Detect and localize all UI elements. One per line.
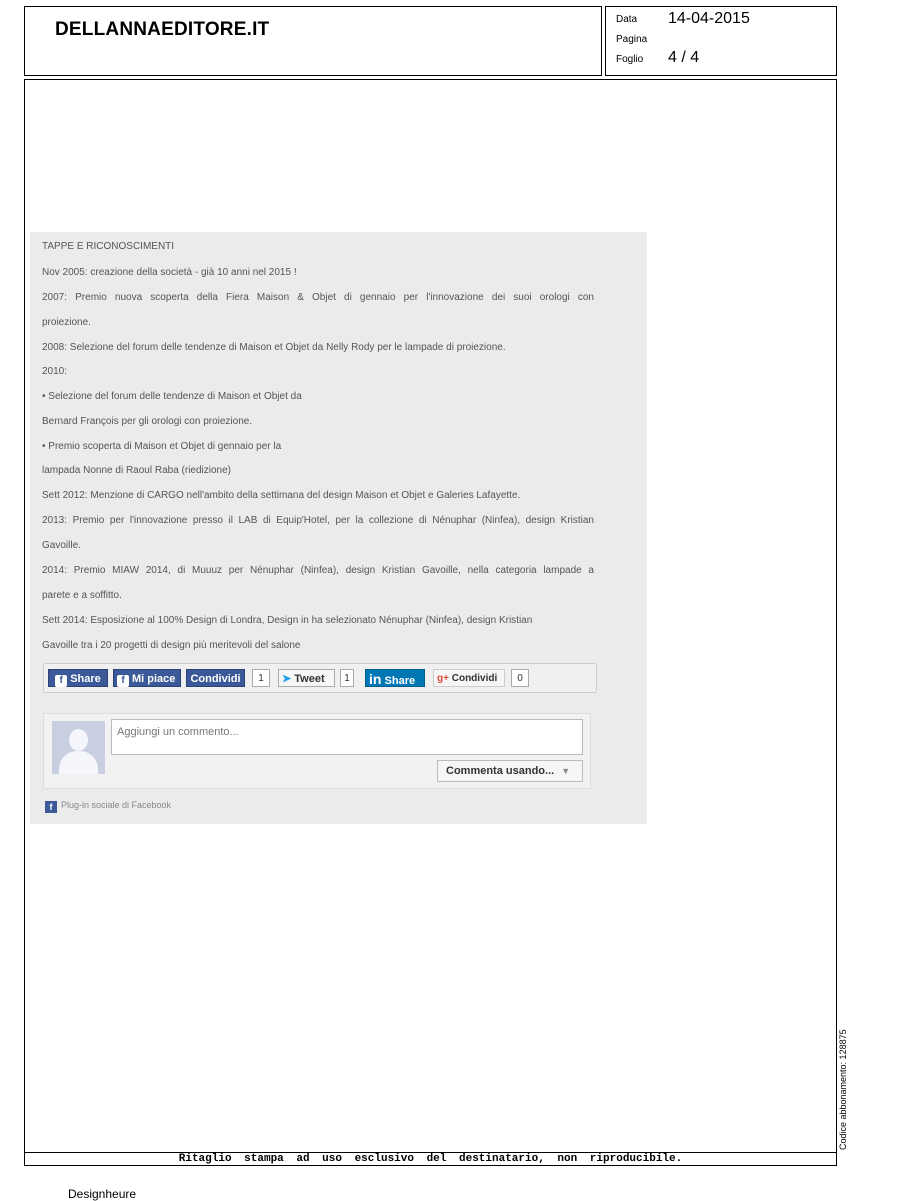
- facebook-like-button[interactable]: f Mi piace: [113, 669, 181, 687]
- subscription-code: Codice abbonamento: 128875: [838, 1029, 848, 1150]
- header-site-box: [24, 6, 602, 76]
- article-line: 2014: Premio MIAW 2014, di Muuuz per Nénuphar (Ninfea), design Kristian Gavoille, nella categoria lampade a: [42, 565, 594, 576]
- google-plus-share-button[interactable]: g+ Condividi: [433, 669, 505, 687]
- article-line: • Selezione del forum delle tendenze di Maison et Objet da: [42, 391, 302, 402]
- pagina-label: Pagina: [616, 34, 648, 45]
- article-line: parete e a soffitto.: [42, 590, 122, 601]
- footer-notice: Ritaglio stampa ad uso esclusivo del destinatario, non riproducibile.: [24, 1152, 837, 1166]
- publisher-name: Designheure: [68, 1187, 137, 1201]
- facebook-condividi-button[interactable]: Condividi: [186, 669, 245, 687]
- tweet-count: 1: [340, 669, 354, 687]
- facebook-share-button[interactable]: f Share: [48, 669, 108, 687]
- twitter-bird-icon: ➤: [282, 673, 292, 685]
- article-line: Gavoille.: [42, 540, 81, 551]
- article-clipping: [30, 232, 647, 824]
- data-value: 14-04-2015: [668, 10, 750, 27]
- data-label: Data: [616, 14, 638, 25]
- article-line: • Premio scoperta di Maison et Objet di gennaio per la: [42, 441, 282, 452]
- article-line: Sett 2014: Esposizione al 100% Design di Londra, Design in ha selezionato Nénuphar (Ninfea), design Kristian: [42, 615, 533, 626]
- tweet-button[interactable]: ➤ Tweet: [278, 669, 335, 687]
- foglio-label: Foglio: [616, 54, 644, 65]
- article-line: 2008: Selezione del forum delle tendenze di Maison et Objet da Nelly Rody per le lampade di proiezione.: [42, 342, 506, 353]
- article-title: TAPPE E RICONOSCIMENTI: [42, 241, 175, 252]
- foglio-value: 4 / 4: [668, 49, 700, 66]
- article-line: 2013: Premio per l'innovazione presso il LAB di Equip'Hotel, per la collezione di Nénuphar (Ninfea), design Kristian: [42, 515, 594, 526]
- facebook-comment-box: [43, 713, 591, 789]
- header-meta-box: [605, 6, 837, 76]
- article-line: lampada Nonne di Raoul Raba (riedizione): [42, 465, 231, 476]
- facebook-share-count: 1: [252, 669, 270, 687]
- comment-using-dropdown[interactable]: Commenta usando... ▼: [437, 760, 583, 782]
- linkedin-icon: in: [369, 671, 382, 687]
- article-line: 2010:: [42, 366, 68, 377]
- facebook-plugin-label: f Plug-in sociale di Facebook: [45, 800, 171, 813]
- article-line: Sett 2012: Menzione di CARGO nell'ambito della settimana del design Maison et Objet e Galeries Lafayette.: [42, 490, 521, 501]
- facebook-icon: f: [55, 675, 67, 687]
- linkedin-share-button[interactable]: in Share: [365, 669, 425, 687]
- article-line: 2007: Premio nuova scoperta della Fiera Maison & Objet di gennaio per l'innovazione dei suoi orologi con: [42, 292, 594, 303]
- site-name: DELLANNAEDITORE.IT: [55, 19, 270, 40]
- chevron-down-icon: ▼: [561, 766, 571, 776]
- facebook-icon: f: [45, 801, 57, 813]
- comment-input[interactable]: Aggiungi un commento...: [111, 719, 583, 755]
- user-avatar: [52, 721, 105, 774]
- social-share-bar: [43, 663, 597, 693]
- google-plus-icon: g+: [437, 673, 449, 684]
- article-line: proiezione.: [42, 317, 91, 328]
- article-line: Gavoille tra i 20 progetti di design più meritevoli del salone: [42, 640, 301, 651]
- article-line: Bernard François per gli orologi con proiezione.: [42, 416, 253, 427]
- article-line: Nov 2005: creazione della società - già 10 anni nel 2015 !: [42, 267, 297, 278]
- facebook-icon: f: [117, 675, 129, 687]
- google-plus-count: 0: [511, 669, 529, 687]
